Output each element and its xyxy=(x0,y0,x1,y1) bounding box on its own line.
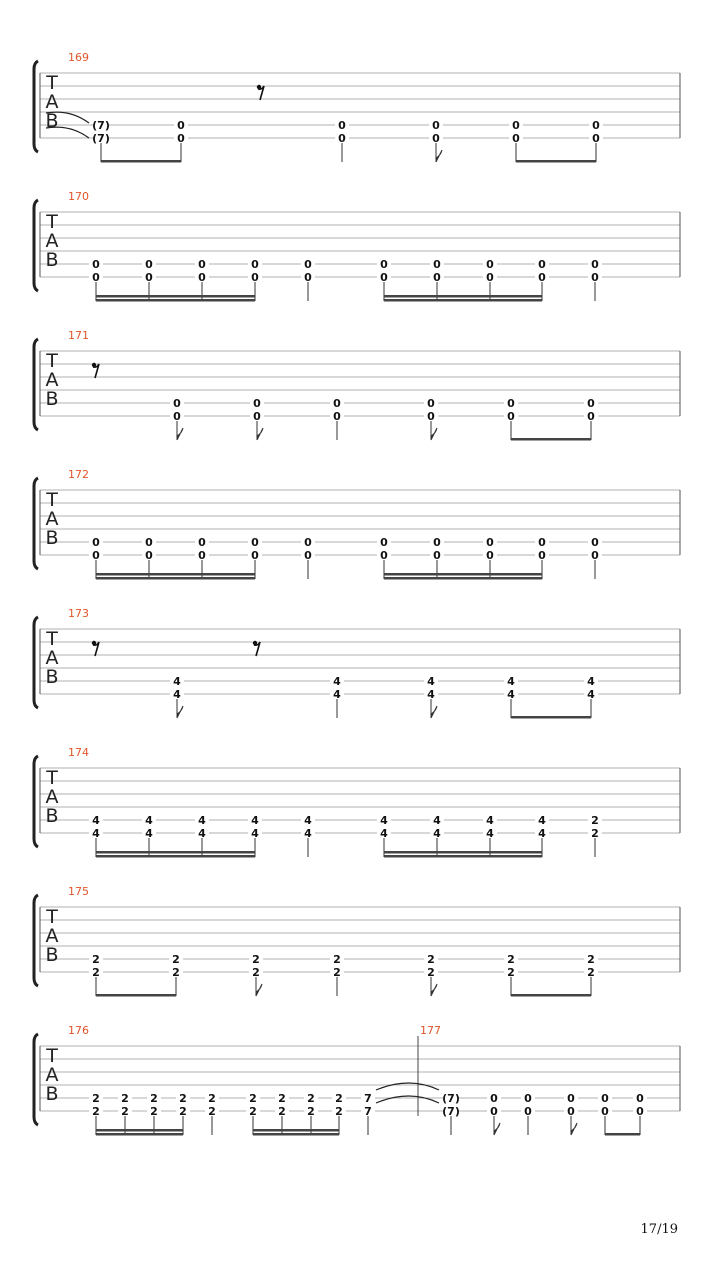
fret-number: 4 xyxy=(333,688,341,701)
fret-number: 0 xyxy=(486,258,494,271)
fret-number: 2 xyxy=(307,1092,315,1105)
fret-number: 0 xyxy=(427,397,435,410)
fret-number: 0 xyxy=(432,119,440,132)
fret-number: 0 xyxy=(251,271,259,284)
fret-number: 2 xyxy=(278,1092,286,1105)
fret-number: 2 xyxy=(333,966,341,979)
fret-number: 0 xyxy=(380,549,388,562)
fret-number: 0 xyxy=(567,1105,575,1118)
tab-letter-a: A xyxy=(45,369,59,391)
fret-number: 0 xyxy=(380,271,388,284)
tab-letter-b: B xyxy=(45,388,59,410)
tab-letter-t: T xyxy=(46,489,58,511)
fret-number: 2 xyxy=(591,827,599,840)
fret-number: 2 xyxy=(335,1092,343,1105)
system-bracket xyxy=(34,339,38,430)
fret-number: 0 xyxy=(592,132,600,145)
fret-number: 2 xyxy=(92,953,100,966)
fret-number: 2 xyxy=(121,1092,129,1105)
fret-number: 0 xyxy=(145,258,153,271)
fret-number: 0 xyxy=(304,271,312,284)
fret-number: 4 xyxy=(198,827,206,840)
note-flag xyxy=(571,1123,577,1135)
fret-number: 0 xyxy=(538,258,546,271)
beam xyxy=(96,299,255,302)
fret-number: 4 xyxy=(507,675,515,688)
fret-number: 0 xyxy=(338,132,346,145)
fret-number: 7 xyxy=(364,1105,372,1118)
tab-system xyxy=(34,468,680,580)
fret-number: 4 xyxy=(507,688,515,701)
fret-number: 4 xyxy=(427,688,435,701)
beam xyxy=(384,577,542,580)
page-number: 17/19 xyxy=(640,1222,678,1237)
fret-number: 0 xyxy=(198,549,206,562)
beam xyxy=(511,438,591,441)
tab-letter-a: A xyxy=(45,230,59,252)
fret-number: 0 xyxy=(92,536,100,549)
system-bracket xyxy=(34,1034,38,1125)
tab-letter-t: T xyxy=(46,211,58,233)
fret-number: 0 xyxy=(490,1092,498,1105)
fret-number: 0 xyxy=(636,1105,644,1118)
tab-letter-b: B xyxy=(45,944,59,966)
fret-number: 2 xyxy=(252,966,260,979)
fret-number: 0 xyxy=(538,536,546,549)
fret-number: 0 xyxy=(433,536,441,549)
fret-number: 0 xyxy=(173,397,181,410)
fret-number: 0 xyxy=(587,410,595,423)
fret-number: 4 xyxy=(304,827,312,840)
fret-number: 2 xyxy=(92,966,100,979)
fret-number: 2 xyxy=(92,1092,100,1105)
eighth-rest xyxy=(92,363,99,378)
fret-number: 4 xyxy=(587,688,595,701)
fret-number: 4 xyxy=(538,814,546,827)
note-flag xyxy=(177,706,183,718)
fret-number: 0 xyxy=(198,258,206,271)
note-flag xyxy=(431,706,437,718)
tab-letter-a: A xyxy=(45,647,59,669)
fret-number: (7) xyxy=(442,1105,460,1118)
fret-number: 0 xyxy=(92,271,100,284)
fret-number: 4 xyxy=(92,814,100,827)
fret-number: 4 xyxy=(145,814,153,827)
fret-number: 0 xyxy=(486,549,494,562)
fret-number: 0 xyxy=(512,119,520,132)
fret-number: 0 xyxy=(198,536,206,549)
tab-system xyxy=(34,607,680,719)
beam-secondary xyxy=(384,573,542,576)
note-flag xyxy=(177,428,183,440)
beam xyxy=(253,1133,339,1136)
measure-number: 177 xyxy=(420,1024,441,1037)
fret-number: 0 xyxy=(432,132,440,145)
tab-letter-b: B xyxy=(45,249,59,271)
fret-number: 0 xyxy=(253,397,261,410)
note-flag xyxy=(436,150,442,162)
fret-number: 2 xyxy=(507,953,515,966)
eighth-rest xyxy=(257,85,264,100)
fret-number: 2 xyxy=(307,1105,315,1118)
measure-number: 174 xyxy=(68,746,89,759)
tie-arc xyxy=(376,1096,439,1103)
beam xyxy=(96,994,176,997)
fret-number: 0 xyxy=(538,271,546,284)
eighth-rest xyxy=(253,641,260,656)
fret-number: 0 xyxy=(524,1105,532,1118)
fret-number: 0 xyxy=(177,132,185,145)
measure-number: 171 xyxy=(68,329,89,342)
tab-system xyxy=(34,885,680,997)
fret-number: 0 xyxy=(92,549,100,562)
fret-number: 0 xyxy=(338,119,346,132)
fret-number: 2 xyxy=(179,1092,187,1105)
fret-number: 2 xyxy=(208,1105,216,1118)
fret-number: 0 xyxy=(304,258,312,271)
beam xyxy=(101,160,181,163)
fret-number: 0 xyxy=(601,1105,609,1118)
fret-number: 0 xyxy=(591,549,599,562)
tab-letter-t: T xyxy=(46,628,58,650)
fret-number: 4 xyxy=(486,814,494,827)
note-flag xyxy=(257,428,263,440)
beam xyxy=(384,299,542,302)
tab-letter-t: T xyxy=(46,1045,58,1067)
beam xyxy=(511,716,591,719)
fret-number: 4 xyxy=(433,814,441,827)
measure-number: 176 xyxy=(68,1024,89,1037)
fret-number: 0 xyxy=(591,258,599,271)
fret-number: 2 xyxy=(333,953,341,966)
tab-system xyxy=(34,1024,680,1136)
eighth-rest xyxy=(92,641,99,656)
beam xyxy=(96,1133,183,1136)
system-bracket xyxy=(34,200,38,291)
tab-letter-a: A xyxy=(45,1064,59,1086)
system-bracket xyxy=(34,756,38,847)
fret-number: 2 xyxy=(150,1105,158,1118)
system-bracket xyxy=(34,61,38,152)
fret-number: 2 xyxy=(591,814,599,827)
fret-number: 4 xyxy=(486,827,494,840)
tab-letter-b: B xyxy=(45,666,59,688)
measure-number: 173 xyxy=(68,607,89,620)
fret-number: 0 xyxy=(251,258,259,271)
tab-letter-b: B xyxy=(45,110,59,132)
fret-number: 0 xyxy=(145,549,153,562)
fret-number: 0 xyxy=(333,410,341,423)
fret-number: 4 xyxy=(173,675,181,688)
fret-number: 2 xyxy=(172,953,180,966)
fret-number: 0 xyxy=(591,536,599,549)
fret-number: 0 xyxy=(486,536,494,549)
fret-number: 0 xyxy=(591,271,599,284)
fret-number: 2 xyxy=(208,1092,216,1105)
fret-number: 2 xyxy=(172,966,180,979)
fret-number: 0 xyxy=(636,1092,644,1105)
beam-secondary xyxy=(384,851,542,854)
beam xyxy=(605,1133,640,1136)
tab-letter-b: B xyxy=(45,805,59,827)
fret-number: 2 xyxy=(427,953,435,966)
fret-number: 2 xyxy=(179,1105,187,1118)
fret-number: 7 xyxy=(364,1092,372,1105)
fret-number: 2 xyxy=(507,966,515,979)
note-flag xyxy=(431,428,437,440)
fret-number: 2 xyxy=(587,966,595,979)
fret-number: 0 xyxy=(433,258,441,271)
fret-number: 4 xyxy=(380,814,388,827)
fret-number: 4 xyxy=(333,675,341,688)
note-flag xyxy=(494,1123,500,1135)
beam-secondary xyxy=(96,295,255,298)
fret-number: 0 xyxy=(507,410,515,423)
system-bracket xyxy=(34,478,38,569)
measure-number: 169 xyxy=(68,51,89,64)
fret-number: 4 xyxy=(380,827,388,840)
fret-number: 0 xyxy=(507,397,515,410)
fret-number: 2 xyxy=(249,1105,257,1118)
fret-number: (7) xyxy=(92,119,110,132)
fret-number: 2 xyxy=(335,1105,343,1118)
fret-number: 0 xyxy=(145,271,153,284)
fret-number: (7) xyxy=(442,1092,460,1105)
fret-number: 4 xyxy=(587,675,595,688)
beam xyxy=(516,160,596,163)
fret-number: 0 xyxy=(587,397,595,410)
fret-number: 2 xyxy=(427,966,435,979)
fret-number: 4 xyxy=(427,675,435,688)
note-flag xyxy=(431,984,437,996)
beam xyxy=(511,994,591,997)
fret-number: 4 xyxy=(251,814,259,827)
tab-system xyxy=(34,190,680,302)
fret-number: 2 xyxy=(121,1105,129,1118)
fret-number: 4 xyxy=(173,688,181,701)
measure-number: 172 xyxy=(68,468,89,481)
fret-number: 0 xyxy=(433,549,441,562)
tab-letter-b: B xyxy=(45,1083,59,1105)
fret-number: 2 xyxy=(587,953,595,966)
fret-number: 0 xyxy=(486,271,494,284)
tab-letter-a: A xyxy=(45,508,59,530)
fret-number: 0 xyxy=(304,549,312,562)
beam-secondary xyxy=(253,1129,339,1132)
fret-number: 0 xyxy=(304,536,312,549)
fret-number: 4 xyxy=(538,827,546,840)
beam-secondary xyxy=(96,851,255,854)
fret-number: 4 xyxy=(433,827,441,840)
fret-number: 0 xyxy=(145,536,153,549)
beam-secondary xyxy=(96,573,255,576)
tab-system xyxy=(34,329,680,441)
fret-number: 0 xyxy=(512,132,520,145)
fret-number: 0 xyxy=(567,1092,575,1105)
tab-letter-a: A xyxy=(45,786,59,808)
fret-number: 4 xyxy=(92,827,100,840)
fret-number: 0 xyxy=(490,1105,498,1118)
tab-letter-b: B xyxy=(45,527,59,549)
fret-number: 0 xyxy=(173,410,181,423)
fret-number: 4 xyxy=(145,827,153,840)
tab-letter-a: A xyxy=(45,925,59,947)
fret-number: 0 xyxy=(92,258,100,271)
measure-number: 175 xyxy=(68,885,89,898)
tab-letter-a: A xyxy=(45,91,59,113)
fret-number: 0 xyxy=(592,119,600,132)
note-flag xyxy=(256,984,262,996)
fret-number: 4 xyxy=(198,814,206,827)
fret-number: 0 xyxy=(177,119,185,132)
beam xyxy=(384,855,542,858)
system-bracket xyxy=(34,895,38,986)
fret-number: 2 xyxy=(252,953,260,966)
measure-number: 170 xyxy=(68,190,89,203)
tie-arc xyxy=(376,1083,439,1090)
tab-letter-t: T xyxy=(46,767,58,789)
fret-number: 2 xyxy=(92,1105,100,1118)
tab-system xyxy=(34,746,680,858)
fret-number: 0 xyxy=(524,1092,532,1105)
fret-number: 0 xyxy=(251,549,259,562)
fret-number: 0 xyxy=(253,410,261,423)
tab-system xyxy=(34,51,680,163)
tab-letter-t: T xyxy=(46,72,58,94)
fret-number: 0 xyxy=(251,536,259,549)
fret-number: 2 xyxy=(150,1092,158,1105)
fret-number: 4 xyxy=(251,827,259,840)
tab-letter-t: T xyxy=(46,906,58,928)
fret-number: (7) xyxy=(92,132,110,145)
fret-number: 0 xyxy=(538,549,546,562)
fret-number: 0 xyxy=(427,410,435,423)
fret-number: 2 xyxy=(278,1105,286,1118)
fret-number: 0 xyxy=(380,258,388,271)
beam-secondary xyxy=(96,1129,183,1132)
fret-number: 0 xyxy=(198,271,206,284)
tab-letter-t: T xyxy=(46,350,58,372)
beam xyxy=(96,577,255,580)
system-bracket xyxy=(34,617,38,708)
beam-secondary xyxy=(384,295,542,298)
fret-number: 0 xyxy=(380,536,388,549)
fret-number: 0 xyxy=(601,1092,609,1105)
fret-number: 2 xyxy=(249,1092,257,1105)
fret-number: 4 xyxy=(304,814,312,827)
fret-number: 0 xyxy=(333,397,341,410)
fret-number: 0 xyxy=(433,271,441,284)
beam xyxy=(96,855,255,858)
